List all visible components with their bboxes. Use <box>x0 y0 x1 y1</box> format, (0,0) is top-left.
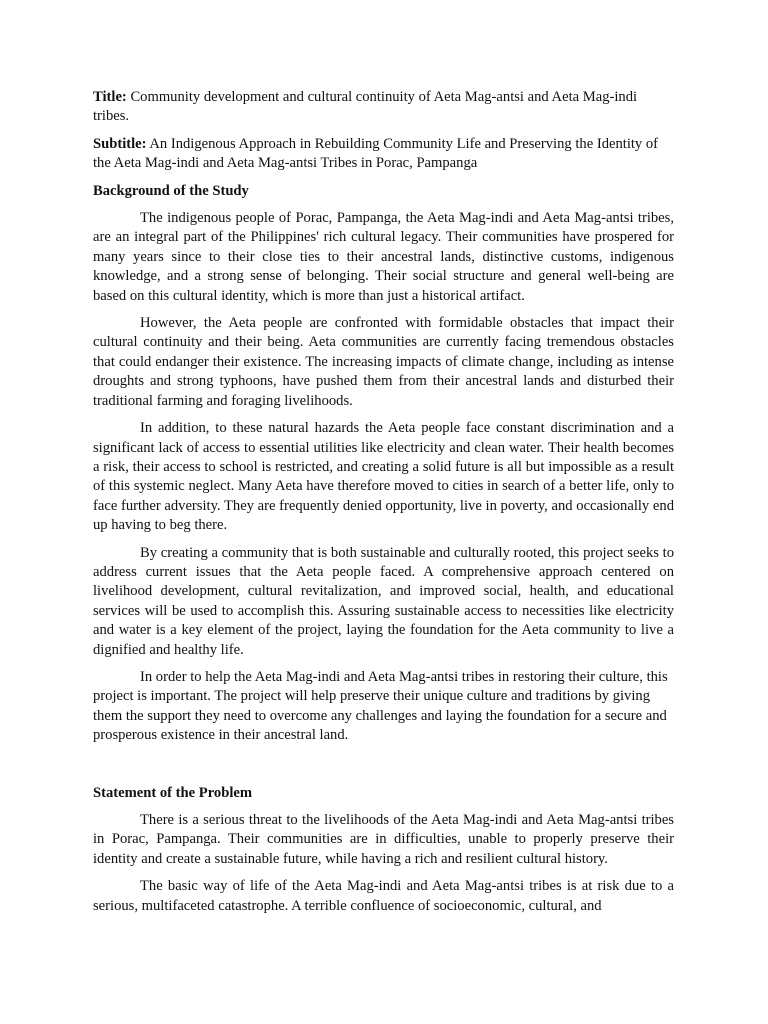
title-text: Community development and cultural continuity of Aeta Mag-antsi and Aeta Mag-indi tribes. <box>93 89 638 125</box>
background-paragraph-2: However, the Aeta people are confronted with formidable obstacles that impact their cultural continuity and their being. Aeta communities are currently facing tremendous obstacles that could endanger their existence. The increasing impacts of climate change, including as intense droughts and strong typhoons, have pushed them from their ancestral lands and disturbed their traditional farming and foraging livelihoods. <box>93 315 674 409</box>
problem-heading: Statement of the Problem <box>93 784 253 801</box>
title-label: Title: <box>93 89 127 105</box>
background-paragraph-3: In addition, to these natural hazards the Aeta people face constant discrimination and a significant lack of access to essential utilities like electricity and clean water. Their health becomes a risk, their access to school is restricted, and creating a solid future is all but impossible as a result of this systemic neglect. Many Aeta have therefore moved to cities in search of a better life, only to face further adversity. They are frequently denied opportunity, live in poverty, and occasionally end up having to beg there. <box>93 420 674 534</box>
subtitle-line <box>93 135 674 174</box>
document-page <box>93 88 674 924</box>
background-heading: Background of the Study <box>93 182 249 199</box>
background-paragraph-5: In order to help the Aeta Mag-indi and Aeta Mag-antsi tribes in restoring their culture, this project is important. The project will help preserve their unique culture and traditions by giving them the support they need to overcome any challenges and laying the foundation for a secure and prosperous existence in their ancestral land. <box>93 668 668 744</box>
subtitle-text: An Indigenous Approach in Rebuilding Community Life and Preserving the Identity of the Aeta Mag-indi and Aeta Mag-antsi Tribes in Porac, Pampanga <box>93 135 659 172</box>
background-paragraph-1: The indigenous people of Porac, Pampanga, the Aeta Mag-indi and Aeta Mag-antsi tribes, are an integral part of the Philippines' rich cultural legacy. Their communities have prospered for many years since to their close ties to their ancestral lands, distinctive customs, indigenous knowledge, and a strong sense of belonging. Their social structure and general well-being are based on this cultural identity, which is more than just a historical artifact. <box>93 210 674 304</box>
problem-paragraph-2: The basic way of life of the Aeta Mag-indi and Aeta Mag-antsi tribes is at risk due to a serious, multifaceted catastrophe. A terrible confluence of socioeconomic, cultural, and <box>93 878 674 914</box>
subtitle-label: Subtitle: <box>93 135 147 152</box>
title-line <box>93 88 674 127</box>
background-paragraph-4: By creating a community that is both sustainable and culturally rooted, this project seeks to address current issues that the Aeta people faced. A comprehensive approach centered on livelihood development, cultural revitalization, and improved social, health, and educational services will be used to accomplish this. Assuring sustainable access to necessities like electricity and water is a key element of the project, laying the foundation for the Aeta community to live a dignified and healthy life. <box>93 544 674 658</box>
problem-paragraph-1: There is a serious threat to the livelihoods of the Aeta Mag-indi and Aeta Mag-antsi tribes in Porac, Pampanga. Their communities are in difficulties, unable to properly preserve their identity and create a sustainable future, while having a rich and resilient cultural history. <box>93 812 674 867</box>
section-spacer <box>93 754 674 784</box>
